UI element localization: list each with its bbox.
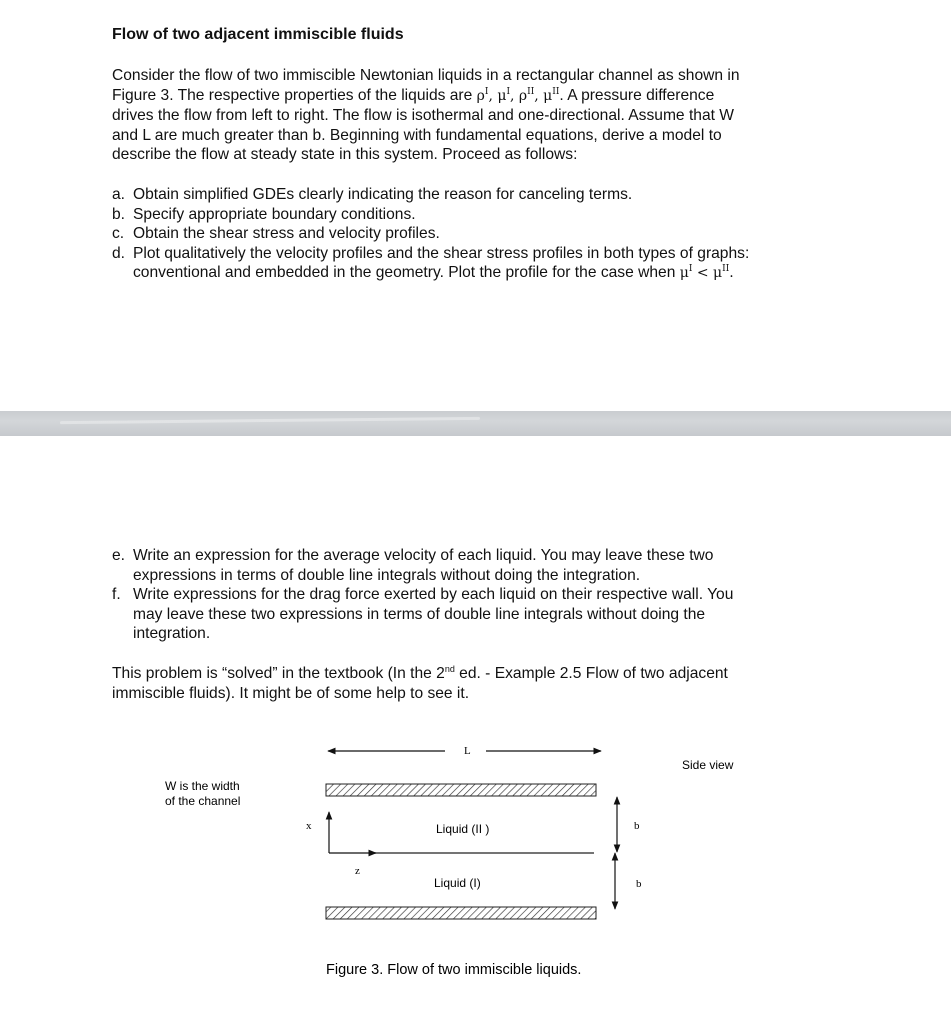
b-bottom-label: b bbox=[636, 878, 642, 890]
intro-line: drives the flow from left to right. The flow is isothermal and one-directional. Assume that W bbox=[112, 107, 734, 125]
task-item-d: d. Plot qualitatively the velocity profiles and the shear stress profiles in both types of graphs: conventional and embedded in the geometry. Plot the profile for the case when $\mu^I < \mu^{II}$. bbox=[112, 244, 750, 282]
figure-caption: Figure 3. Flow of two immiscible liquids. bbox=[326, 962, 582, 978]
intro-line: Consider the flow of two immiscible Newtonian liquids in a rectangular channel as shown in bbox=[112, 67, 740, 84]
task-item-b: b. Specify appropriate boundary conditions. bbox=[112, 205, 416, 223]
viscosity-condition: $\mu^I < \mu^{II}$. bbox=[679, 264, 734, 282]
task-item-a: a. Obtain simplified GDEs clearly indicating the reason for canceling terms. bbox=[112, 186, 633, 203]
side-view-label: Side view bbox=[682, 758, 734, 772]
liquid-i-label: Liquid (I) bbox=[434, 876, 481, 890]
z-axis-label: z bbox=[355, 865, 360, 877]
x-axis-label: x bbox=[306, 820, 312, 832]
property-symbols: $\rho^I$, $\mu^I$, $\rho^{II}$, $\mu^{II}$ bbox=[476, 86, 560, 104]
liquid-ii-label: Liquid (II ) bbox=[436, 822, 490, 836]
task-item-e: e. Write an expression for the average velocity of each liquid. You may leave these two expressions in terms of double line integrals without doing the integration. bbox=[112, 547, 714, 584]
note-line: This problem is “solved” in the textbook (In the 2nd ed. - Example 2.5 Flow of two adjacent bbox=[112, 664, 728, 682]
intro-line: and L are much greater than b. Beginning with fundamental equations, derive a model to bbox=[112, 126, 722, 144]
width-note-line1: W is the width bbox=[165, 779, 240, 793]
length-label: L bbox=[464, 745, 471, 757]
task-item-f: f. Write expressions for the drag force exerted by each liquid on their respective wall. You may leave these two expressions in terms of double line integrals without doing the integration. bbox=[112, 586, 734, 643]
b-top-label: b bbox=[634, 820, 640, 832]
intro-line: describe the flow at steady state in this system. Proceed as follows: bbox=[112, 146, 578, 164]
width-note-line2: of the channel bbox=[165, 794, 241, 808]
bottom-wall bbox=[326, 907, 596, 919]
intro-line: Figure 3. The respective properties of the liquids are $\rho^I$, $\mu^I$, $\rho^{II}$, $\mu^{II}$. A pressure difference bbox=[112, 86, 715, 104]
problem-title: Flow of two adjacent immiscible fluids bbox=[112, 26, 404, 43]
task-item-c: c. Obtain the shear stress and velocity profiles. bbox=[112, 225, 440, 243]
note-line: immiscible fluids). It might be of some help to see it. bbox=[112, 684, 470, 702]
top-wall bbox=[326, 784, 596, 796]
